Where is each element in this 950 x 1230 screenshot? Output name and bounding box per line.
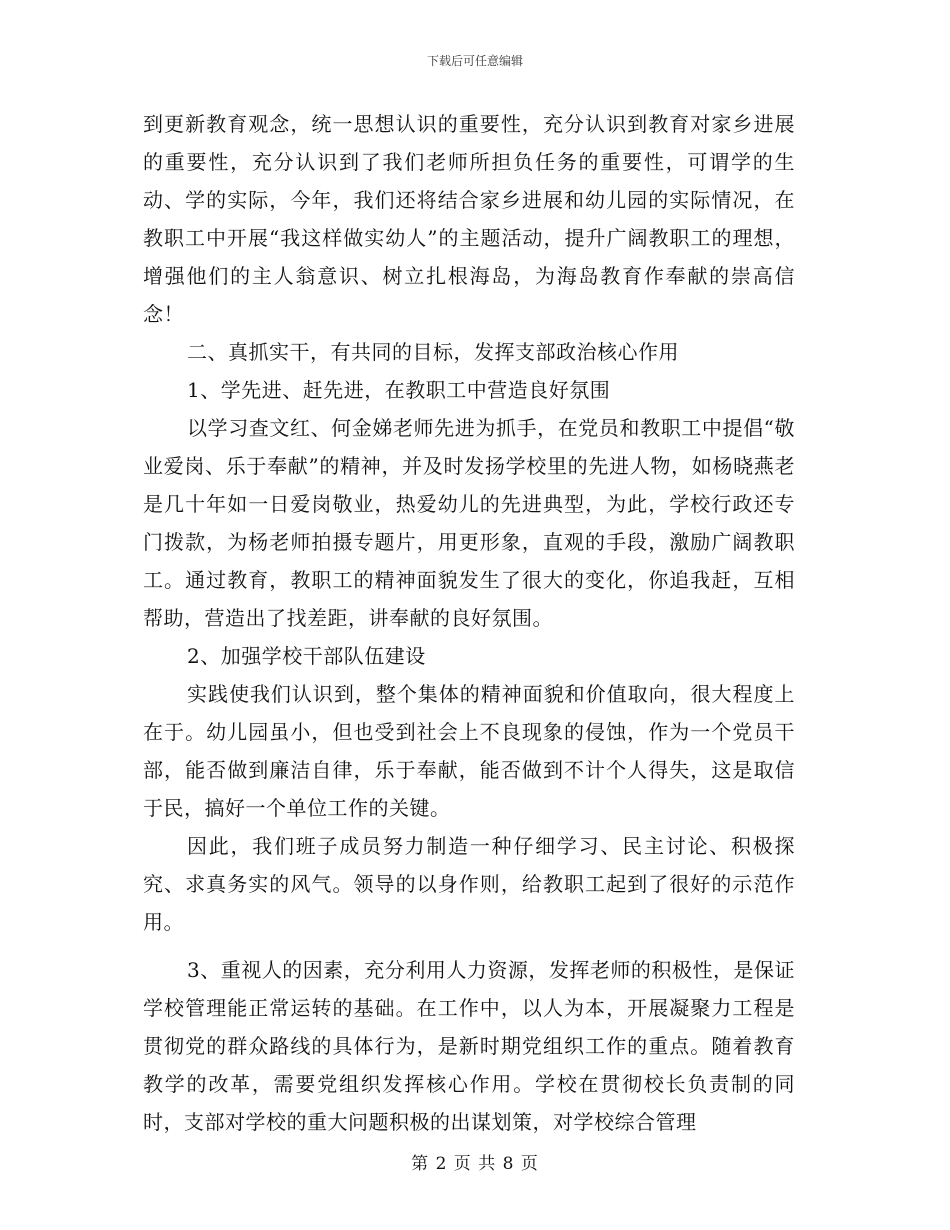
paragraph-learning-advanced: 以学习查文红、何金娣老师先进为抓手，在党员和教职工中提倡“敬业爱岗、乐于奉献”的精神，并及时发扬学校里的先进人物，如杨晓燕老是几十年如一日爱岗敬业，热爱幼儿的先进典型，为此，学校行政还专门拨款，为杨老师拍摄专题片，用更形象，直观的手段，激励广阔教职工。通过教育，教职工的精神面貌发生了很大的变化，你追我赶，互相帮助，营造出了找差距，讲奉献的良好氛围。 [143,416,795,630]
paragraph-continuation: 到更新教育观念，统一思想认识的重要性，充分认识到教育对家乡进展的重要性，充分认识到了我们老师所担负任务的重要性，可谓学的生动、学的实际，今年，我们还将结合家乡进展和幼儿园的实际情况，在教职工中开展“我这样做实幼人”的主题活动，提升广阔教职工的理想，增强他们的主人翁意识、树立扎根海岛，为海岛教育作奉献的崇高信念！ [143,112,795,326]
paragraph-point-3: 3、重视人的因素，充分利用人力资源，发挥老师的积极性，是保证学校管理能正常运转的基础。在工作中，以人为本，开展凝聚力工程是贯彻党的群众路线的具体行为，是新时期党组织工作的重点。随着教育教学的改革，需要党组织发挥核心作用。学校在贯彻校长负责制的同时，支部对学校的重大问题积极的出谋划策，对学校综合管理 [143,958,795,1134]
document-body [143,105,795,1141]
paragraph-practice: 实践使我们认识到，整个集体的精神面貌和价值取向，很大程度上在于。幼儿园虽小，但也受到社会上不良现象的侵蚀，作为一个党员干部，能否做到廉洁自律，乐于奉献，能否做到不计个人得失，这是取信于民，搞好一个单位工作的关键。 [143,682,795,820]
page-header: 下载后可任意编辑 [426,54,523,68]
subheading-2: 2、加强学校干部队伍建设 [187,644,426,668]
paragraph-therefore: 因此，我们班子成员努力制造一种仔细学习、民主讨论、积极探究、求真务实的风气。领导的以身作则，给教职工起到了很好的示范作用。 [143,834,795,934]
section-heading-2: 二、真抓实干，有共同的目标，发挥支部政治核心作用 [187,340,679,364]
page-number: 第 2 页 共 8 页 [411,1154,539,1174]
subheading-1: 1、学先进、赶先进，在教职工中营造良好氛围 [187,378,611,402]
